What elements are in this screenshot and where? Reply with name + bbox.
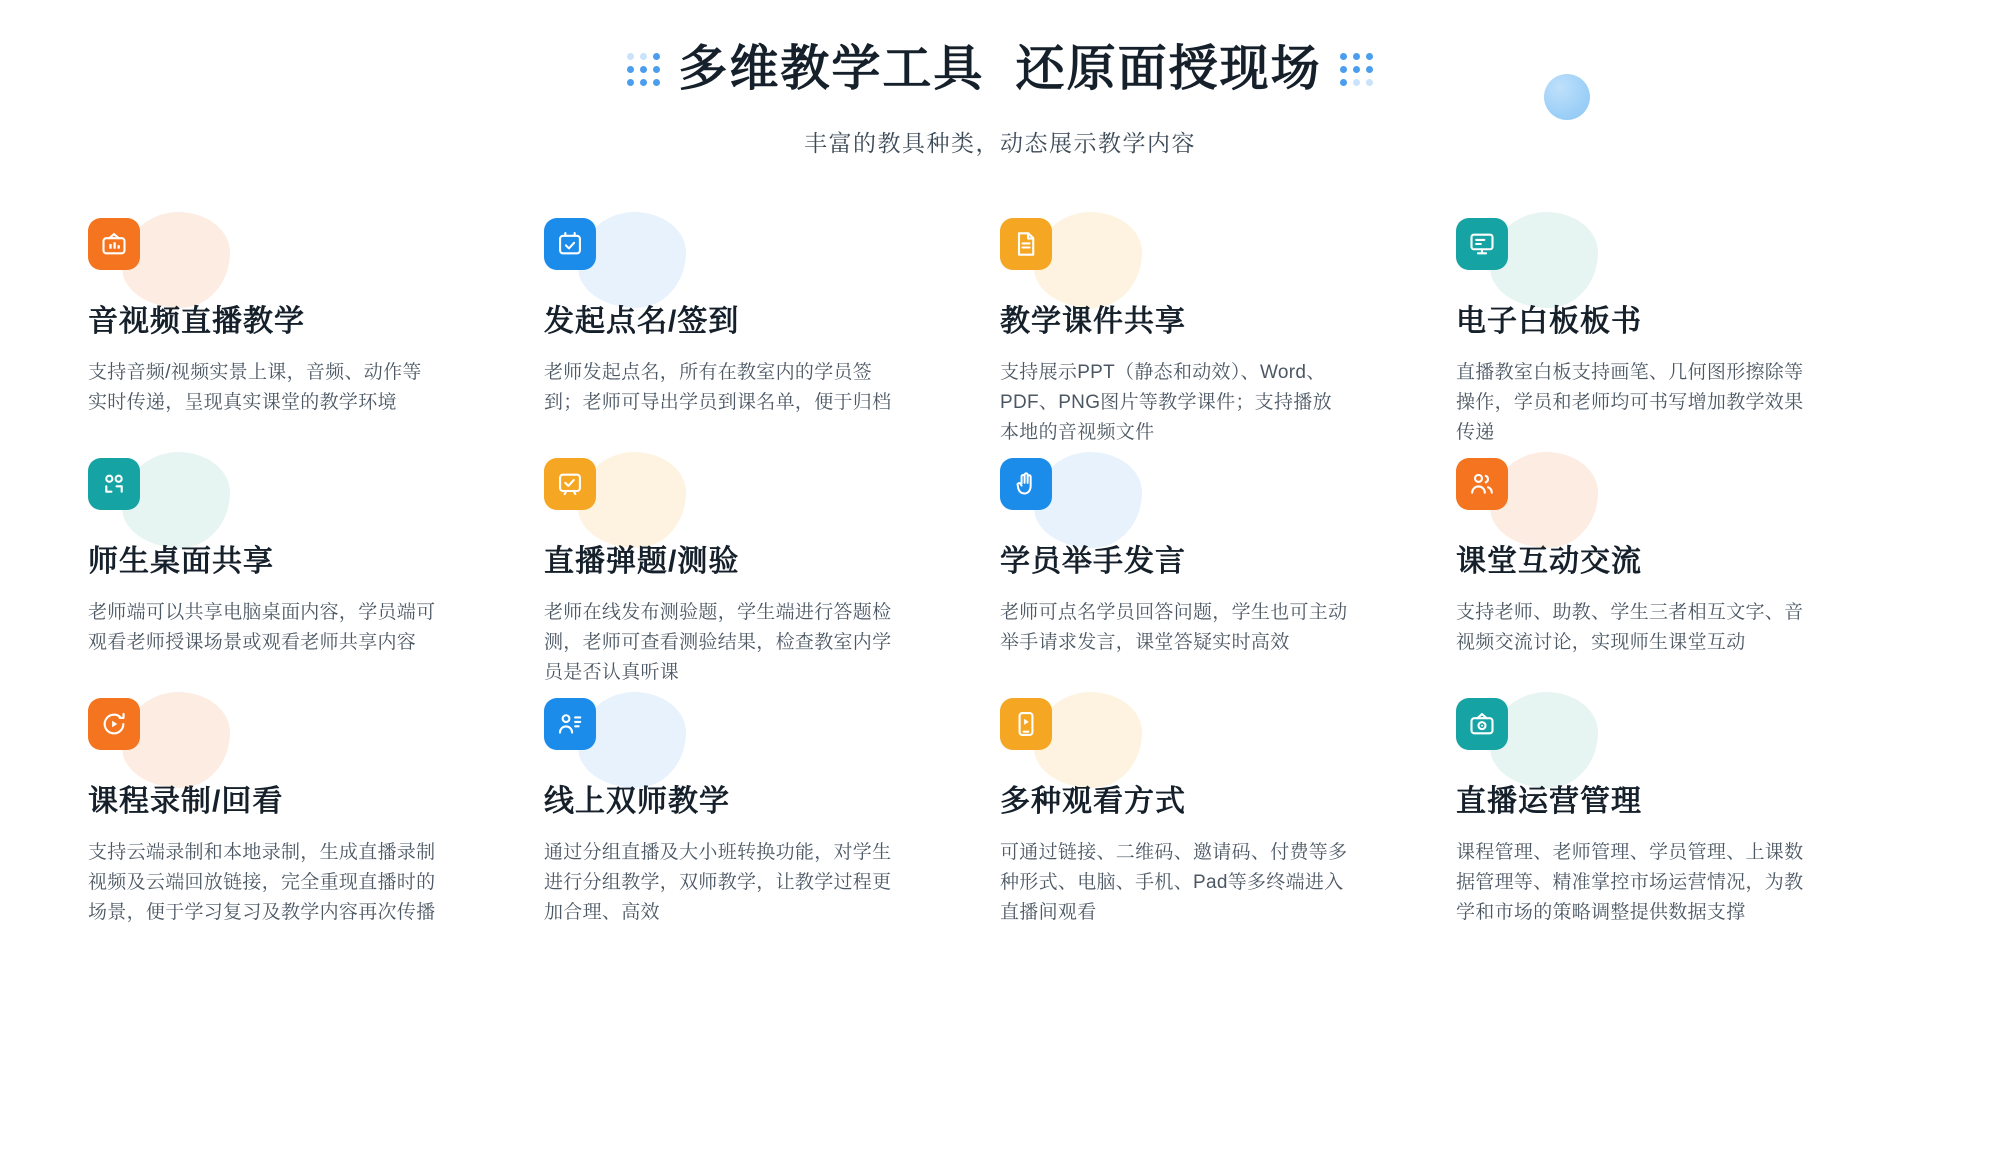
decorative-dots-left <box>627 53 660 86</box>
feature-desc: 老师在线发布测验题，学生端进行答题检测，老师可查看测验结果，检查教室内学员是否认真听课 <box>544 601 892 683</box>
broadcast-manage-icon <box>1456 698 1508 750</box>
feature-title: 师生桌面共享 <box>88 544 274 578</box>
title-row <box>0 40 2000 99</box>
raise-hand-icon <box>1000 458 1052 510</box>
feature-card <box>1000 218 1456 458</box>
feature-desc: 可通过链接、二维码、邀请码、付费等多种形式、电脑、手机、Pad等多终端进入直播间观看 <box>1000 841 1348 923</box>
feature-title: 学员举手发言 <box>1000 544 1186 578</box>
feature-title: 直播弹题/测验 <box>544 544 740 578</box>
feature-desc: 老师发起点名，所有在教室内的学员签到；老师可导出学员到课名单，便于归档 <box>544 361 892 413</box>
feature-title: 教学课件共享 <box>1000 304 1186 338</box>
feature-desc: 支持云端录制和本地录制，生成直播录制视频及云端回放链接，完全重现直播时的场景，便于学习复习及教学内容再次传播 <box>88 841 436 923</box>
feature-title: 发起点名/签到 <box>544 304 740 338</box>
feature-card <box>544 698 1000 938</box>
decorative-circle <box>1544 74 1590 120</box>
feature-title: 课堂互动交流 <box>1456 544 1642 578</box>
feature-card <box>1456 698 1912 938</box>
video-broadcast-icon <box>88 218 140 270</box>
mobile-watch-icon <box>1000 698 1052 750</box>
feature-desc: 老师端可以共享电脑桌面内容，学员端可观看老师授课场景或观看老师共享内容 <box>88 601 436 653</box>
feature-title: 直播运营管理 <box>1456 784 1642 818</box>
feature-card <box>544 218 1000 458</box>
feature-card <box>1456 458 1912 698</box>
calendar-check-icon <box>544 218 596 270</box>
page-header <box>0 0 2000 158</box>
dual-teacher-icon <box>544 698 596 750</box>
feature-card <box>88 698 544 938</box>
feature-card <box>1000 698 1456 938</box>
feature-title: 课程录制/回看 <box>88 784 284 818</box>
feature-title: 音视频直播教学 <box>88 304 305 338</box>
page-subtitle: 丰富的教具种类，动态展示教学内容 <box>804 129 1196 156</box>
feature-title: 线上双师教学 <box>544 784 730 818</box>
feature-title: 多种观看方式 <box>1000 784 1186 818</box>
quiz-check-icon <box>544 458 596 510</box>
decorative-dots-right <box>1340 53 1373 86</box>
feature-card <box>1456 218 1912 458</box>
feature-grid <box>0 218 2000 938</box>
page-title: 多维教学工具 还原面授现场 <box>678 42 1322 96</box>
record-replay-icon <box>88 698 140 750</box>
feature-card <box>544 458 1000 698</box>
feature-desc: 支持老师、助教、学生三者相互文字、音视频交流讨论，实现师生课堂互动 <box>1456 601 1804 653</box>
feature-desc: 支持音频/视频实景上课，音频、动作等实时传递，呈现真实课堂的教学环境 <box>88 361 422 413</box>
document-icon <box>1000 218 1052 270</box>
feature-title: 电子白板板书 <box>1456 304 1642 338</box>
feature-desc: 课程管理、老师管理、学员管理、上课数据管理等、精准掌控市场运营情况，为教学和市场的策略调整提供数据支撑 <box>1456 841 1804 923</box>
feature-card <box>88 218 544 458</box>
feature-desc: 老师可点名学员回答问题，学生也可主动举手请求发言，课堂答疑实时高效 <box>1000 601 1348 653</box>
feature-desc: 支持展示PPT（静态和动效）、Word、PDF、PNG图片等教学课件；支持播放本地的音视频文件 <box>1000 361 1332 443</box>
screen-share-icon <box>88 458 140 510</box>
feature-card <box>1000 458 1456 698</box>
feature-card <box>88 458 544 698</box>
group-interaction-icon <box>1456 458 1508 510</box>
whiteboard-icon <box>1456 218 1508 270</box>
feature-desc: 直播教室白板支持画笔、几何图形擦除等操作，学员和老师均可书写增加教学效果传递 <box>1456 361 1804 443</box>
feature-desc: 通过分组直播及大小班转换功能，对学生进行分组教学，双师教学，让教学过程更加合理、高效 <box>544 841 892 923</box>
